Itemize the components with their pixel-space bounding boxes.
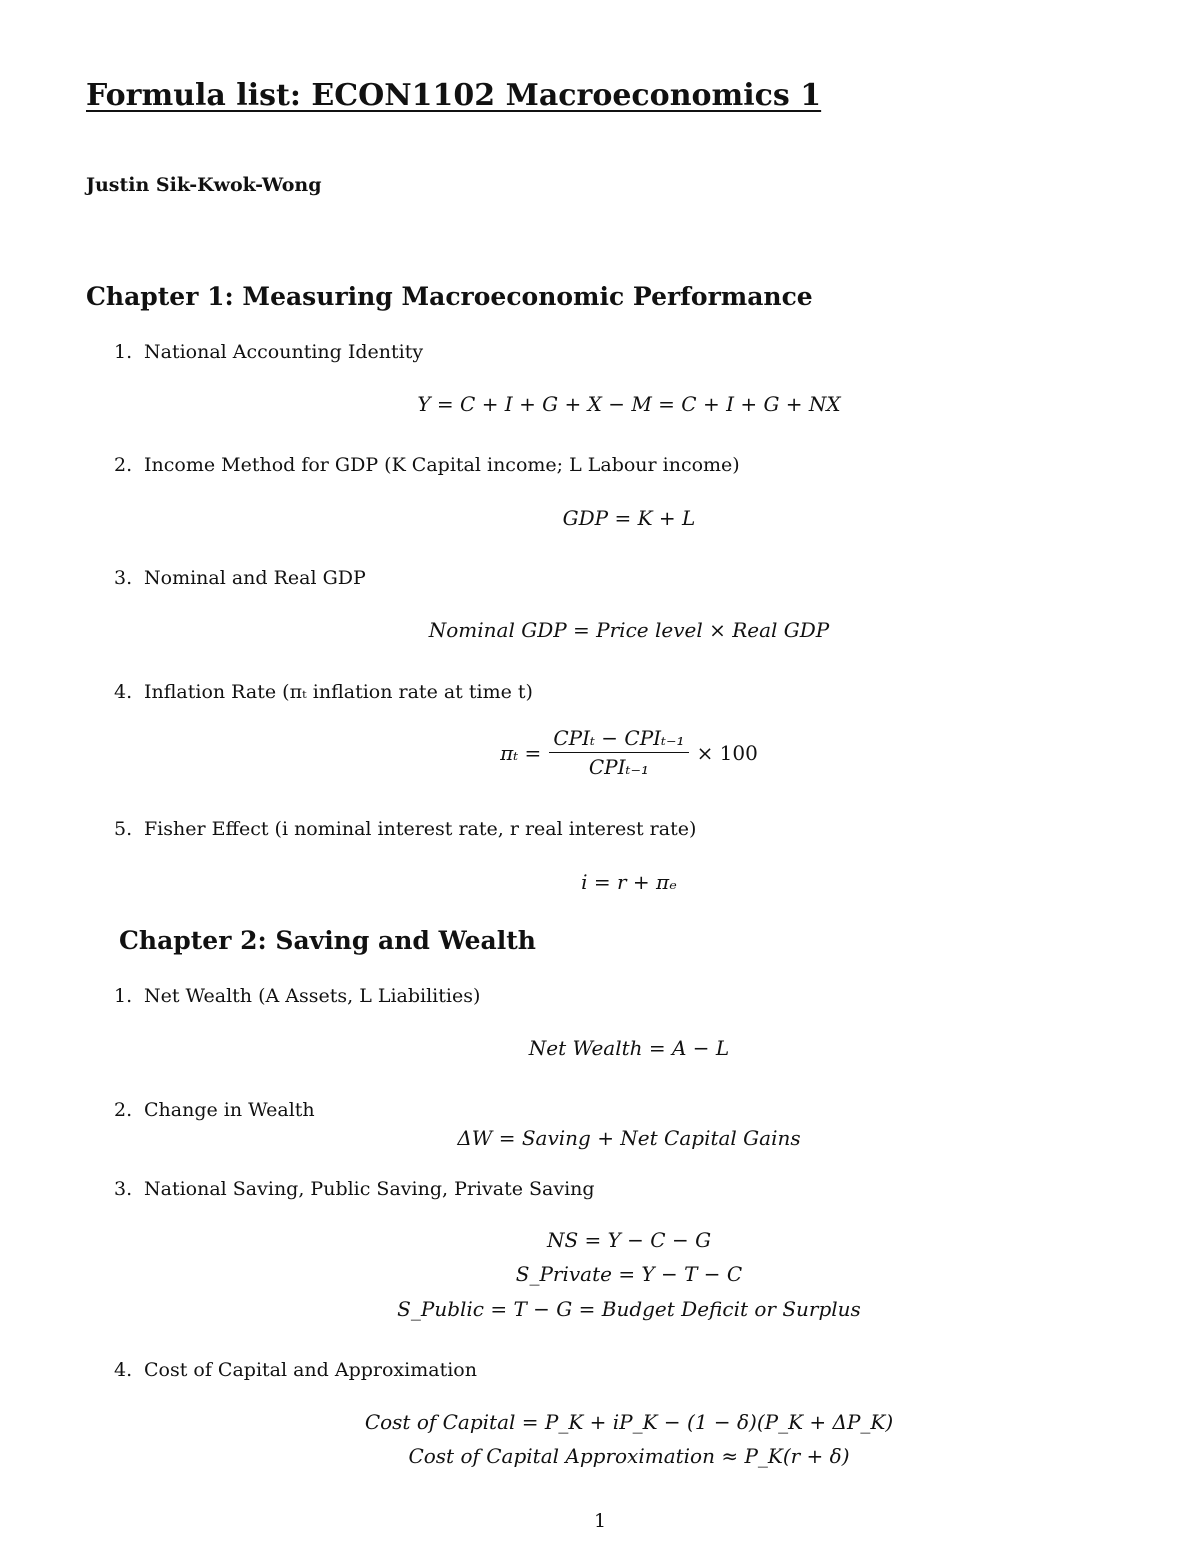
formula: Cost of Capital Approximation ≈ P_K(r + δ) [408,1444,850,1468]
item-number: 3. [114,1178,133,1200]
author-name: Justin Sik-Kwok-Wong [86,174,322,196]
fraction-numerator: CPIₜ − CPIₜ₋₁ [549,726,688,753]
item-label: National Accounting Identity [144,341,424,363]
formula: S_Public = T − G = Budget Deficit or Surplus [397,1297,861,1321]
chapter-2-heading: Chapter 2: Saving and Wealth [119,926,536,955]
formula: Y = C + I + G + X − M = C + I + G + NX [417,392,841,416]
formula: i = r + πₑ [581,870,677,894]
item-number: 4. [114,1359,133,1381]
list-item [114,985,480,1007]
item-number: 1. [114,341,133,363]
fraction-denominator: CPIₜ₋₁ [588,755,650,779]
item-label: Nominal and Real GDP [144,567,366,589]
item-number: 2. [114,454,133,476]
formula: Nominal GDP = Price level × Real GDP [428,618,830,642]
item-number: 3. [114,567,133,589]
list-item [114,567,366,589]
fraction [549,726,688,779]
item-label: Inflation Rate (πₜ inflation rate at time t) [144,681,533,703]
list-item [114,341,423,363]
item-number: 4. [114,681,133,703]
formula-tail: × 100 [696,740,758,765]
list-item [114,818,696,840]
item-label: Income Method for GDP (K Capital income; L Labour income) [144,454,740,476]
chapter-1-heading: Chapter 1: Measuring Macroeconomic Performance [86,282,813,311]
document-title: Formula list: ECON1102 Macroeconomics 1 [86,78,822,113]
formula: NS = Y − C − G [546,1228,712,1252]
list-item [114,681,533,703]
item-label: Cost of Capital and Approximation [144,1359,477,1381]
list-item [114,454,740,476]
item-label: Net Wealth (A Assets, L Liabilities) [144,985,481,1007]
item-number: 1. [114,985,133,1007]
formula-lhs: πₜ = [500,740,542,765]
formula [0,726,1200,779]
list-item [114,1359,477,1381]
item-label: Fisher Effect (i nominal interest rate, r real interest rate) [144,818,697,840]
list-item [114,1099,315,1121]
list-item [114,1178,595,1200]
formula: Net Wealth = A − L [528,1036,730,1060]
item-number: 2. [114,1099,133,1121]
formula: Cost of Capital = P_K + iP_K − (1 − δ)(P_K + ΔP_K) [364,1410,894,1434]
formula: ΔW = Saving + Net Capital Gains [457,1126,801,1150]
item-label: National Saving, Public Saving, Private Saving [144,1178,595,1200]
formula: GDP = K + L [562,506,696,530]
formula: S_Private = Y − T − C [515,1262,743,1286]
item-number: 5. [114,818,133,840]
page-number: 1 [593,1510,607,1532]
item-label: Change in Wealth [144,1099,315,1121]
